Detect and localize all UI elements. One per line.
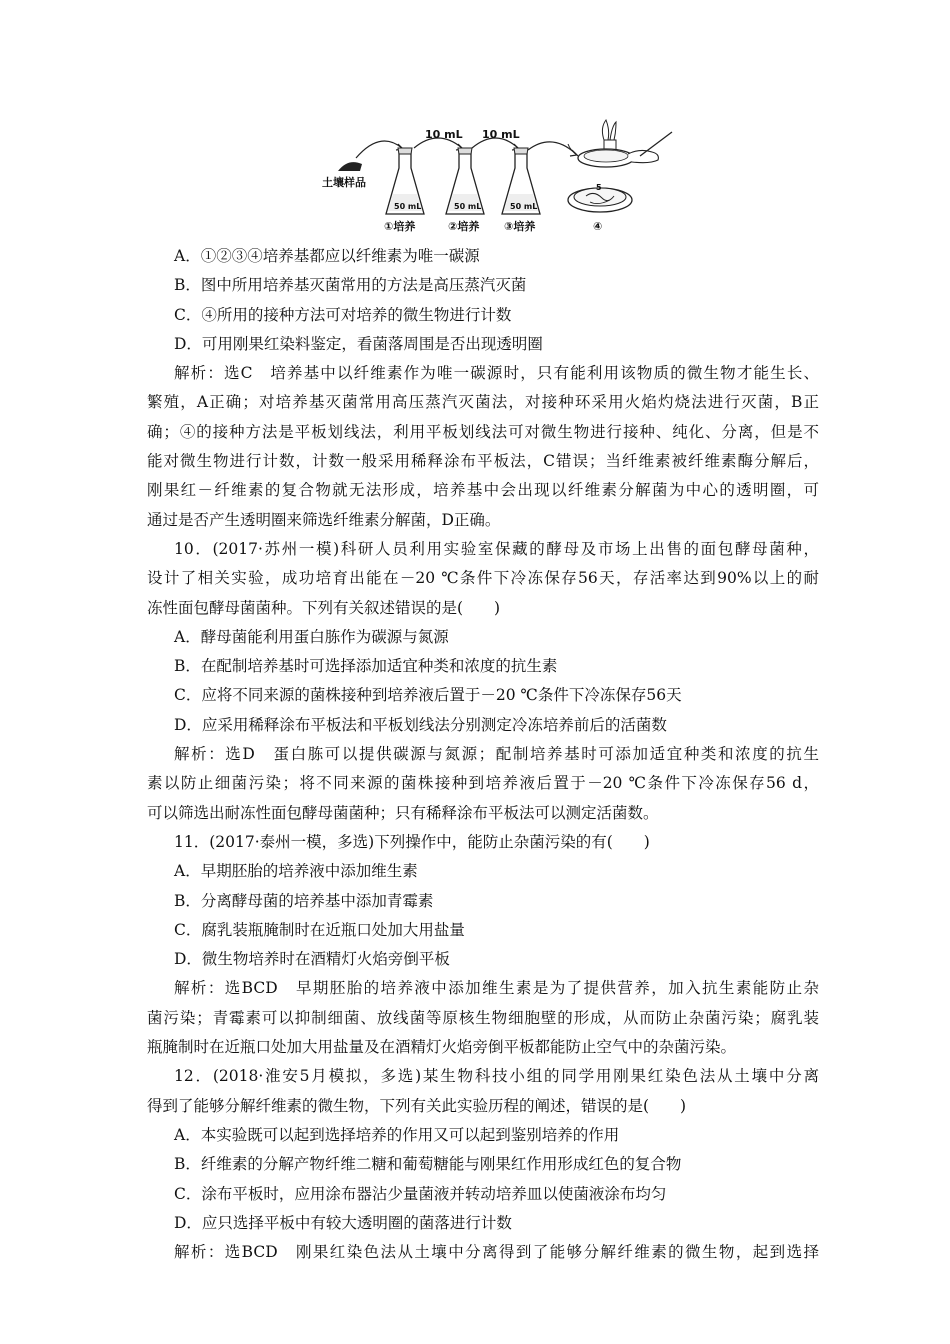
question-11-stem: 11．(2017·泰州一模，多选)下列操作中，能防止杂菌污染的有( ) [174,832,650,851]
analysis-line: 解析：选BCD 刚果红染色法从土壤中分离得到了能够分解纤维素的微生物，起到选择 [174,1243,819,1262]
analysis-line: 通过是否产生透明圈来筛选纤维素分解菌，D正确。 [147,510,501,529]
step-label-1: ①培养 [384,220,416,233]
step-label-4: ④ [593,220,603,233]
analysis-line: 解析：选BCD 早期胚胎的培养液中添加维生素是为了提供营养，加入抗生素能防止杂 [174,979,819,998]
analysis-line: 确；④的接种方法是平板划线法，利用平板划线法可对微生物进行接种、纯化、分离，但是不 [147,422,819,441]
step-label-3: ③培养 [504,220,536,233]
option-d: D．微生物培养时在酒精灯火焰旁倒平板 [174,950,450,969]
option-c: C．涂布平板时，应用涂布器沾少量菌液并转动培养皿以使菌液涂布均匀 [174,1184,667,1203]
flask-volume-3: 50 mL [510,202,538,211]
soil-sample-label: 土壤样品 [322,176,366,189]
option-c: C．腐乳装瓶腌制时在近瓶口处加大用盐量 [174,920,465,939]
transfer-arrow-1 [356,141,402,158]
analysis-line: 解析：选D 蛋白胨可以提供碳源与氮源；配制培养基时可添加适宜种类和浓度的抗生 [174,745,819,764]
flask-3 [502,148,540,214]
option-b: B．在配制培养基时可选择添加适宜种类和浓度的抗生素 [174,657,558,676]
option-b: B．分离酵母菌的培养基中添加青霉素 [174,891,434,910]
option-b: B．纤维素的分解产物纤维二糖和葡萄糖能与刚果红作用形成红色的复合物 [174,1155,682,1174]
option-a: A．本实验既可以起到选择培养的作用又可以起到鉴别培养的作用 [174,1125,620,1144]
option-c: C．应将不同来源的菌株接种到培养液后置于－20 ℃条件下冷冻保存56天 [174,686,682,705]
streak-plate-apparatus [568,120,672,167]
analysis-line: 繁殖，A正确；对培养基灭菌常用高压蒸汽灭菌法，对接种环采用火焰灼烧法进行灭菌，B正 [147,393,819,412]
transfer-volume-label-2: 10 mL [482,128,520,141]
flask-2 [446,148,484,214]
transfer-arrow-4 [528,142,576,154]
analysis-line: 刚果红－纤维素的复合物就无法形成，培养基中会出现以纤维素分解菌为中心的透明圈，可 [147,481,819,500]
option-d: D．应只选择平板中有较大透明圈的菌落进行计数 [174,1213,512,1232]
flask-1 [386,148,424,214]
analysis-line: 能对微生物进行计数，计数一般采用稀释涂布平板法，C错误；当纤维素被纤维素酶分解后， [147,452,819,471]
option-d: D．可用刚果红染料鉴定，看菌落周围是否出现透明圈 [174,334,543,353]
analysis-line: 菌污染；青霉素可以抑制细菌、放线菌等原核生物细胞壁的形成，从而防止杂菌污染；腐乳装 [147,1008,819,1027]
option-a: A．早期胚胎的培养液中添加维生素 [174,862,418,881]
transfer-volume-label-1: 10 mL [425,128,463,141]
analysis-line: 可以筛选出耐冻性面包酵母菌菌种；只有稀释涂布平板法可以测定活菌数。 [147,803,659,822]
question-10-stem: 冻性面包酵母菌菌种。下列有关叙述错误的是( ) [147,598,501,617]
serial-dilution-diagram [310,118,680,236]
soil-sample-icon [338,162,362,171]
option-a: A．酵母菌能利用蛋白胨作为碳源与氮源 [174,627,449,646]
dish-number: 5 [596,183,602,192]
analysis-line: 素以防止细菌污染；将不同来源的菌株接种到培养液后置于－20 ℃条件下冷冻保存56 d， [147,774,819,793]
question-10-stem: 10．(2017·苏州一模)科研人员利用实验室保藏的酵母及市场上出售的面包酵母菌种， [174,539,819,558]
flask-volume-2: 50 mL [454,202,482,211]
option-b: B．图中所用培养基灭菌常用的方法是高压蒸汽灭菌 [174,276,527,295]
option-a: A．①②③④培养基都应以纤维素为唯一碳源 [174,247,480,265]
option-c: C．④所用的接种方法可对培养的微生物进行计数 [174,305,512,324]
question-12-stem: 得到了能够分解纤维素的微生物，下列有关此实验历程的阐述，错误的是( ) [147,1096,687,1115]
question-10-stem: 设计了相关实验，成功培育出能在－20 ℃条件下冷冻保存56天，存活率达到90%以上的耐 [147,569,819,588]
petri-dish [568,183,632,212]
text-body [147,242,819,1267]
analysis-line: 解析：选C 培养基中以纤维素作为唯一碳源时，只有能利用该物质的微生物才能生长、 [174,364,819,383]
question-12-stem: 12．(2018·淮安5月模拟，多选)某生物科技小组的同学用刚果红染色法从土壤中分离 [174,1067,819,1086]
step-label-2: ②培养 [448,220,480,233]
flask-volume-1: 50 mL [394,202,422,211]
serial-dilution-figure [310,118,680,236]
analysis-line: 瓶腌制时在近瓶口处加大用盐量及在酒精灯火焰旁倒平板都能防止空气中的杂菌污染。 [147,1038,737,1057]
option-d: D．应采用稀释涂布平板法和平板划线法分别测定冷冻培养前后的活菌数 [174,715,667,734]
